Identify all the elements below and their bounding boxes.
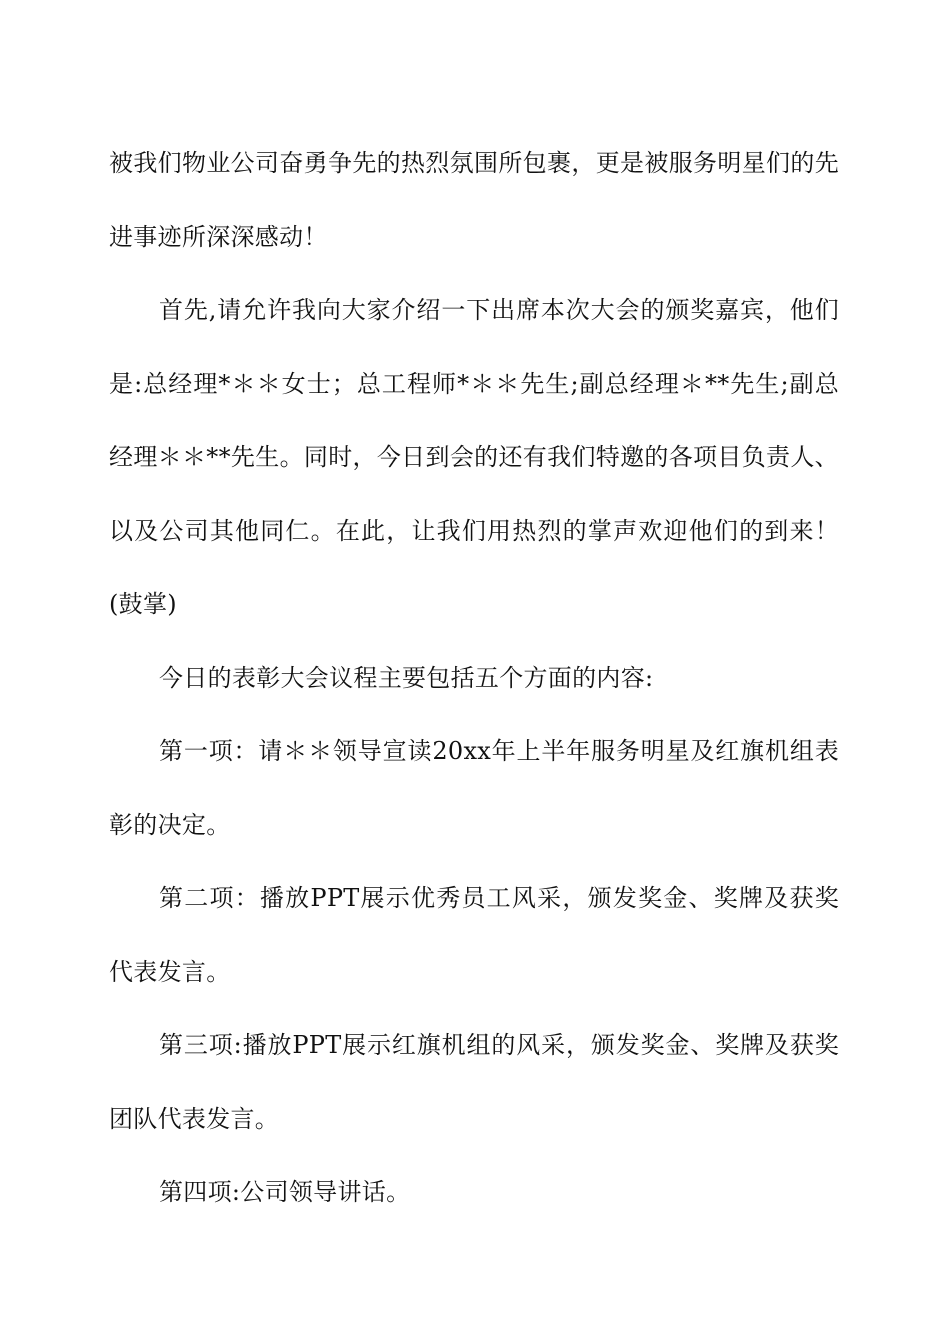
paragraph-agenda-intro: 今日的表彰大会议程主要包括五个方面的内容:	[159, 663, 654, 692]
paragraph-agenda-item-4: 第四项:公司领导讲话。	[159, 1178, 411, 1206]
paragraph-guest-introduction: 首先,请允许我向大家介绍一下出席本次大会的颁奖嘉宾，他们是:总经理*＊＊女士；总工程师*＊＊先生;副总经理＊**先生;副总经理＊＊**先生。同时，今日到会的还有我们特邀的各项目负责人、以及公司其他同仁。在此，让我们用热烈的掌声欢迎他们的到来！(鼓掌)	[109, 296, 839, 618]
document-body	[109, 127, 839, 1230]
paragraph-agenda-item-2: 第二项：播放PPT展示优秀员工风采，颁发奖金、奖牌及获奖代表发言。	[109, 884, 839, 986]
paragraph-opening-continuation: 被我们物业公司奋勇争先的热烈氛围所包裹，更是被服务明星们的先进事迹所深深感动！	[109, 149, 839, 251]
paragraph-agenda-item-1: 第一项：请＊＊领导宣读20xx年上半年服务明星及红旗机组表彰的决定。	[109, 737, 839, 839]
paragraph-agenda-item-3: 第三项:播放PPT展示红旗机组的风采，颁发奖金、奖牌及获奖团队代表发言。	[109, 1031, 839, 1133]
